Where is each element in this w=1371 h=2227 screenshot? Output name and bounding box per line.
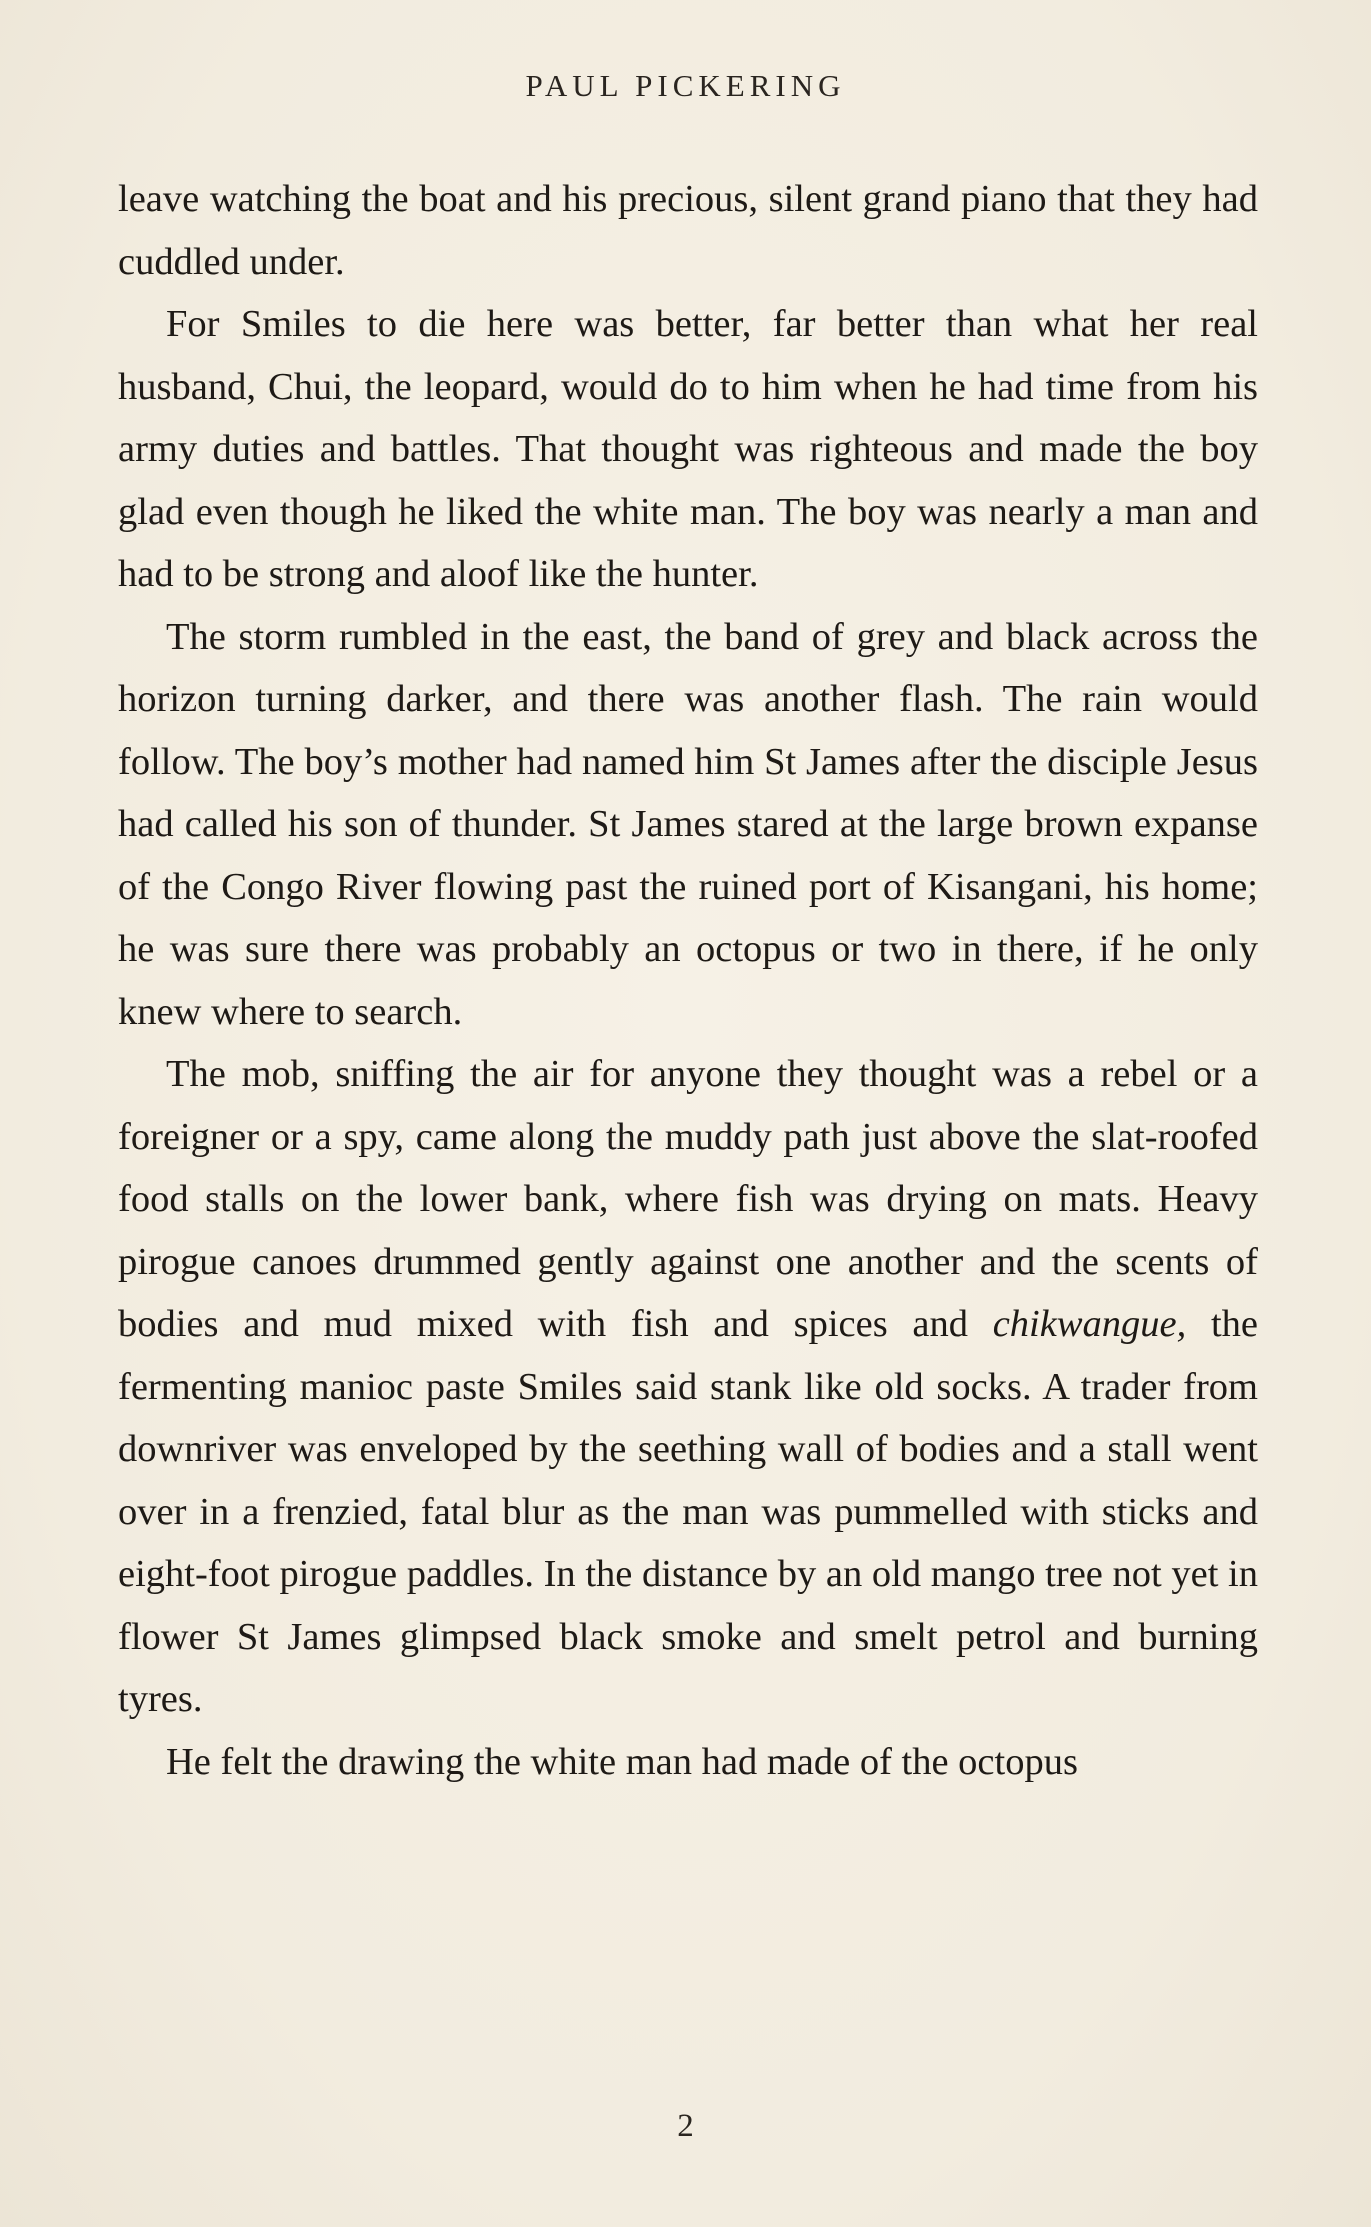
mob-text-start: The mob, sniffing the air for anyone they thought was a rebel or a foreigner or a spy, came along the muddy path just above the slat-roofed food stalls on the lower bank, where fish was drying on mats. Heavy pirogue canoes drummed gently against one another and the scents of bodies and mud mixed with fish and spices and (118, 1053, 1258, 1345)
italic-term: chikwangue, (992, 1303, 1187, 1345)
paragraph-drawing: He felt the drawing the white man had made of the octopus (166, 1740, 1078, 1783)
mob-text-end: the fermenting manioc paste Smiles said stank like old socks. A trader from downriver was enveloped by the seething wall of bodies and a stall went over in a frenzied, fatal blur as the man was pummelled with sticks and eight-foot pirogue paddles. In the distance by an old mango tree not yet in flower St James glimpsed black smoke and smelt petrol and burning tyres. (118, 1303, 1258, 1720)
paragraph-storm: The storm rumbled in the east, the band of grey and black across the horizon turning darker, and there was another flash. The rain would follow. The boy’s mother had named him St James after the disciple Jesus had called his son of thunder. St James stared at the large brown expanse of the Congo River flowing past the ruined port of Kisangani, his home; he was sure there was probably an octopus or two in there, if he only knew where to search. (118, 615, 1258, 1033)
paragraph-mob (118, 1043, 1258, 1731)
running-head: PAUL PICKERING (525, 68, 846, 103)
page-number: 2 (677, 2108, 694, 2144)
paragraph-continued: leave watching the boat and his precious, silent grand piano that they had cuddled under. (118, 178, 1258, 283)
body-text (118, 168, 1258, 1793)
paragraph-smiles: For Smiles to die here was better, far better than what her real husband, Chui, the leopard, would do to him when he had time from his army duties and battles. That thought was righteous and made the boy glad even though he liked the white man. The boy was nearly a man and had to be strong and aloof like the hunter. (118, 303, 1258, 595)
